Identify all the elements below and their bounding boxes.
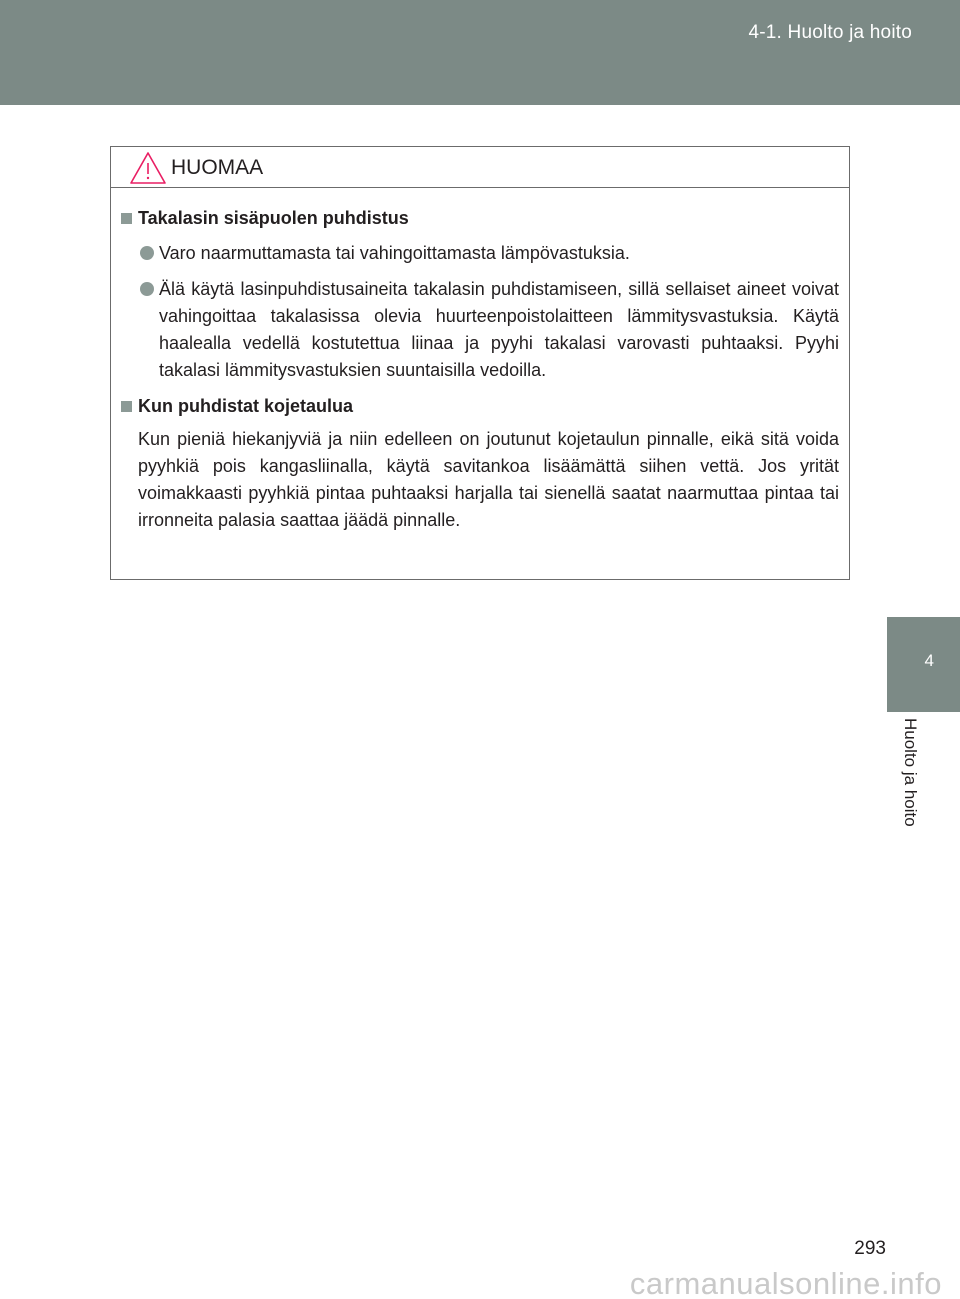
warning-triangle-icon: [128, 150, 168, 186]
square-bullet-icon: [121, 401, 132, 412]
caution-header: [111, 147, 849, 188]
chapter-label: Huolto ja hoito: [901, 718, 920, 827]
watermark: carmanualsonline.info: [629, 1266, 942, 1299]
list-item-text: Älä käytä lasinpuhdistusaineita takalasin puhdistamiseen, sillä sellaiset aineet voivat vahingoittaa takalasissa olevia huurteenpoistolaitteen lämmitysvastuksia. Käytä haalealla vedellä kostutettua liinaa ja pyyhi takalasi varovasti puhtaaksi. Pyyhi takalasi lämmitysvastuksien suuntaisilla vedoilla.: [159, 279, 839, 380]
caution-box: [110, 146, 850, 580]
section-heading-text: Takalasin sisäpuolen puhdistus: [138, 208, 409, 228]
section-heading: [121, 393, 839, 419]
caution-title: HUOMAA: [171, 156, 264, 179]
list-item-text: Varo naarmuttamasta tai vahingoittamasta lämpövastuksia.: [159, 243, 630, 263]
section-heading: [121, 205, 839, 231]
list-item: [121, 276, 839, 384]
list-item: [121, 240, 839, 267]
circle-bullet-icon: [140, 246, 154, 260]
caution-body: [111, 188, 849, 534]
header-band: [0, 0, 960, 105]
section-title: 4-1. Huolto ja hoito: [748, 22, 912, 43]
circle-bullet-icon: [140, 282, 154, 296]
paragraph: Kun pieniä hiekanjyviä ja niin edelleen on joutunut kojetaulun pinnalle, eikä sitä voida pyyhkiä pois kangasliinalla, käytä savitankoa lisäämättä siihen vettä. Jos yrität voimakkaasti pyyhkiä pintaa puhtaaksi harjalla tai sienellä saatat naarmuttaa pintaa tai irronneita palasia saattaa jäädä pinnalle.: [138, 429, 839, 530]
square-bullet-icon: [121, 213, 132, 224]
page-number: 293: [854, 1238, 886, 1259]
section-heading-text: Kun puhdistat kojetaulua: [138, 396, 354, 416]
chapter-number: 4: [924, 651, 934, 670]
chapter-tab: [887, 617, 960, 712]
